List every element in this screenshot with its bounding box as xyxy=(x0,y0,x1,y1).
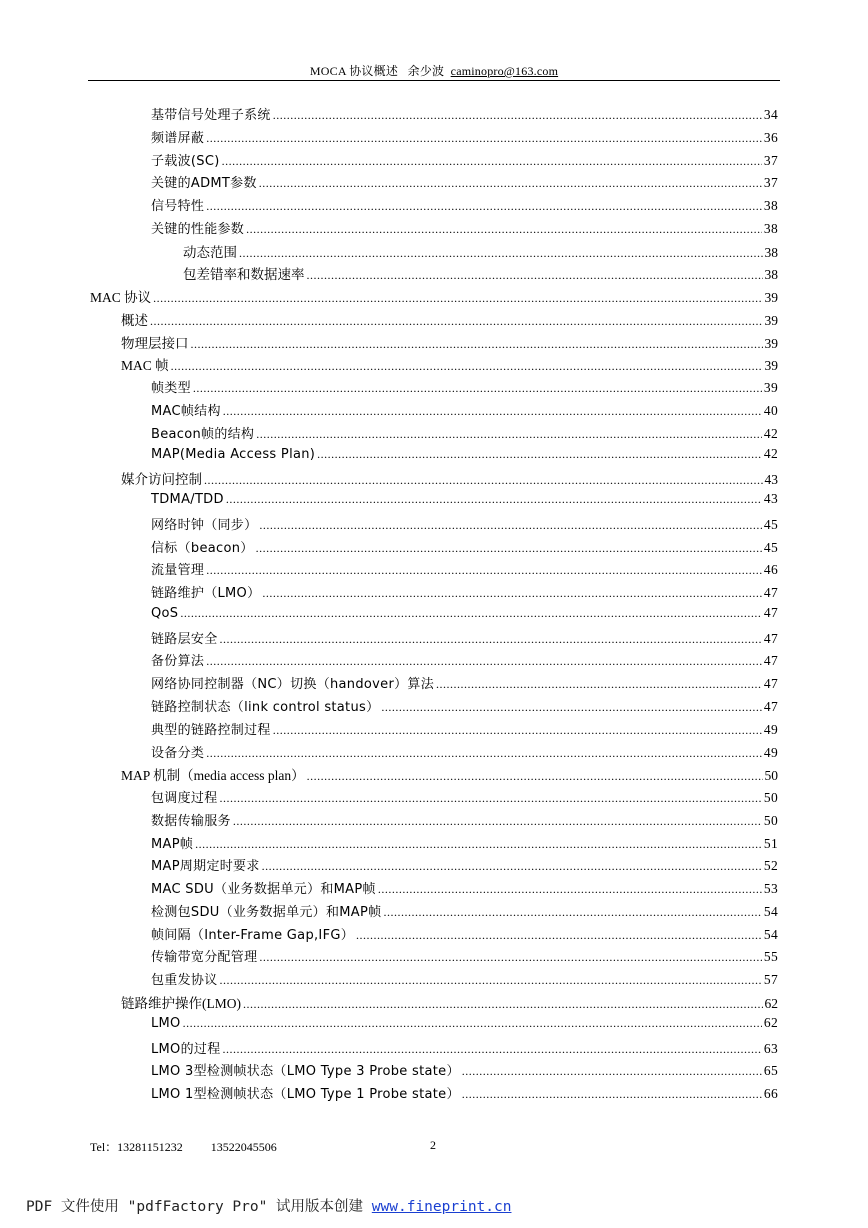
toc-leader-dots xyxy=(204,473,763,488)
toc-leader-dots xyxy=(307,268,763,283)
toc-entry[interactable] xyxy=(151,810,778,830)
toc-entry[interactable] xyxy=(151,1015,778,1035)
toc-entry-title: MAP 机制（media access plan） xyxy=(121,768,305,784)
toc-entry-title: 包调度过程 xyxy=(151,791,218,807)
toc-leader-dots xyxy=(150,314,763,329)
pdf-watermark-note xyxy=(26,1195,511,1216)
toc-entry-page: 66 xyxy=(763,1086,778,1102)
toc-entry-title: 关键的性能参数 xyxy=(151,221,245,237)
toc-entry[interactable] xyxy=(121,309,778,329)
toc-entry-page: 50 xyxy=(764,768,778,784)
toc-entry[interactable] xyxy=(151,878,778,898)
toc-entry-title: LMO的过程 xyxy=(151,1041,221,1057)
toc-entry-title: 子载波(SC) xyxy=(151,153,220,169)
toc-entry-title: 概述 xyxy=(121,312,148,328)
toc-leader-dots xyxy=(206,746,762,761)
toc-entry-title: MAP周期定时要求 xyxy=(151,859,260,875)
toc-leader-dots xyxy=(239,246,763,261)
toc-entry-page: 42 xyxy=(763,445,778,461)
footer-tel-2: 13522045506 xyxy=(210,1140,277,1154)
toc-entry[interactable] xyxy=(151,1038,778,1058)
toc-entry-title: MAC帧结构 xyxy=(151,404,221,419)
toc-entry-title: 帧类型 xyxy=(151,381,191,397)
toc-leader-dots xyxy=(223,404,762,419)
toc-leader-dots xyxy=(206,131,762,146)
toc-entry-title: 频谱屏蔽 xyxy=(151,130,205,146)
toc-leader-dots xyxy=(462,1087,762,1102)
toc-entry-title: LMO xyxy=(151,1015,181,1031)
toc-leader-dots xyxy=(256,541,762,556)
toc-leader-dots xyxy=(206,199,762,214)
toc-entry[interactable] xyxy=(151,582,778,602)
toc-leader-dots xyxy=(246,222,762,237)
toc-leader-dots xyxy=(220,632,762,647)
toc-entry[interactable] xyxy=(151,1083,778,1103)
toc-entry-page: 42 xyxy=(763,425,778,441)
toc-entry-title: 网络时钟（同步） xyxy=(151,517,258,533)
toc-entry[interactable] xyxy=(151,400,778,420)
toc-entry[interactable] xyxy=(151,924,778,944)
footer-tel-1: Tel：13281151232 xyxy=(90,1140,183,1154)
toc-entry-page: 54 xyxy=(763,903,778,919)
toc-entry-title: LMO 3型检测帧状态（LMO Type 3 Probe state） xyxy=(151,1064,460,1080)
toc-leader-dots xyxy=(153,291,762,306)
toc-entry-title: 关键的ADMT参数 xyxy=(151,176,257,192)
toc-entry-title: 链路层安全 xyxy=(151,631,218,647)
toc-entry-title: TDMA/TDD xyxy=(151,492,224,508)
toc-entry-title: Beacon帧的结构 xyxy=(151,426,255,442)
toc-leader-dots xyxy=(220,973,762,988)
toc-leader-dots xyxy=(180,606,762,621)
toc-leader-dots xyxy=(259,176,762,191)
toc-entry-page: 37 xyxy=(763,152,778,168)
toc-entry[interactable] xyxy=(151,696,778,716)
toc-entry-page: 47 xyxy=(763,604,778,620)
toc-entry[interactable] xyxy=(183,263,778,283)
toc-leader-dots xyxy=(223,1042,762,1057)
toc-leader-dots xyxy=(193,381,762,396)
toc-entry[interactable] xyxy=(151,742,778,762)
toc-entry[interactable] xyxy=(151,833,778,853)
toc-entry-title: 检测包SDU（业务数据单元）和MAP帧 xyxy=(151,904,382,920)
toc-entry-title: 流量管理 xyxy=(151,563,205,579)
header-author: 余少波 xyxy=(407,64,445,78)
toc-entry-title: 备份算法 xyxy=(151,654,205,670)
toc-entry-title: MAP(Media Access Plan) xyxy=(151,446,316,462)
toc-leader-dots xyxy=(436,677,762,692)
toc-entry-title: MAC 帧 xyxy=(121,358,169,374)
toc-entry-title: 设备分类 xyxy=(151,745,205,761)
toc-entry-page: 46 xyxy=(763,562,778,578)
toc-entry-page: 53 xyxy=(763,881,778,897)
toc-entry-page: 52 xyxy=(763,858,778,874)
toc-entry[interactable] xyxy=(151,150,778,170)
toc-entry-page: 39 xyxy=(764,335,778,351)
toc-entry-title: 信号特性 xyxy=(151,199,205,215)
toc-entry-page: 62 xyxy=(763,1014,778,1030)
toc-entry[interactable] xyxy=(151,127,778,147)
toc-entry[interactable] xyxy=(121,354,778,374)
toc-entry-page: 55 xyxy=(763,949,778,965)
toc-entry-title: MAP帧 xyxy=(151,836,194,852)
toc-entry-page: 43 xyxy=(764,472,778,488)
toc-entry-title: 信标（beacon） xyxy=(151,540,254,556)
toc-entry-page: 63 xyxy=(763,1040,778,1056)
toc-entry-page: 50 xyxy=(763,790,778,806)
header-rule xyxy=(88,80,780,81)
toc-entry-page: 38 xyxy=(763,198,778,214)
toc-leader-dots xyxy=(262,859,762,874)
toc-entry-title: 链路控制状态（link control status） xyxy=(151,700,380,716)
toc-entry-page: 38 xyxy=(764,244,778,260)
toc-entry[interactable] xyxy=(151,673,778,693)
toc-entry-title: 网络协同控制器（NC）切换（handover）算法 xyxy=(151,677,434,693)
toc-entry-title: LMO 1型检测帧状态（LMO Type 1 Probe state） xyxy=(151,1087,460,1103)
toc-entry-page: 36 xyxy=(763,129,778,145)
toc-leader-dots xyxy=(191,337,763,352)
toc-entry-page: 37 xyxy=(763,175,778,191)
toc-entry-title: 帧间隔（Inter-Frame Gap,IFG） xyxy=(151,927,355,943)
toc-entry[interactable] xyxy=(151,719,778,739)
toc-entry[interactable] xyxy=(151,537,778,557)
footer-page-number: 2 xyxy=(430,1138,436,1152)
toc-leader-dots xyxy=(259,518,761,533)
toc-entry-page: 47 xyxy=(763,653,778,669)
toc-entry-page: 47 xyxy=(763,630,778,646)
toc-entry[interactable] xyxy=(183,241,778,261)
toc-entry-title: MAC SDU（业务数据单元）和MAP帧 xyxy=(151,882,376,898)
footer-phone xyxy=(90,1138,305,1155)
toc-entry-title: 物理层接口 xyxy=(121,335,189,351)
toc-entry-page: 34 xyxy=(763,107,778,122)
toc-leader-dots xyxy=(317,447,762,462)
toc-entry[interactable] xyxy=(151,628,778,648)
toc-leader-dots xyxy=(222,154,762,169)
pdf-note-text: PDF 文件使用 "pdfFactory Pro" 试用版本创建 xyxy=(26,1199,364,1215)
toc-entry[interactable] xyxy=(151,423,778,443)
toc-leader-dots xyxy=(183,1016,762,1031)
header-email[interactable]: caminopro@163.com xyxy=(450,64,559,78)
toc-entry-page: 39 xyxy=(764,290,778,306)
toc-entry[interactable] xyxy=(121,764,778,784)
toc-entry[interactable] xyxy=(151,491,778,511)
toc-entry-page: 39 xyxy=(764,358,778,374)
toc-leader-dots xyxy=(226,492,762,507)
toc-entry[interactable] xyxy=(151,901,778,921)
toc-entry-page: 45 xyxy=(763,539,778,555)
toc-leader-dots xyxy=(195,837,762,852)
toc-entry[interactable] xyxy=(151,559,778,579)
toc-leader-dots xyxy=(381,700,762,715)
toc-entry-page: 38 xyxy=(763,220,778,236)
header-title: MOCA 协议概述 xyxy=(309,64,399,78)
toc-entry-page: 62 xyxy=(764,996,778,1012)
toc-leader-dots xyxy=(383,905,761,920)
toc-entry[interactable] xyxy=(151,650,778,670)
page-header xyxy=(88,62,780,79)
toc-entry[interactable] xyxy=(151,605,778,625)
toc-entry[interactable] xyxy=(121,468,778,488)
toc-leader-dots xyxy=(262,586,761,601)
toc-entry-title: 典型的链路控制过程 xyxy=(151,722,271,738)
toc-entry-page: 51 xyxy=(763,835,778,851)
toc-entry-page: 57 xyxy=(763,972,778,988)
toc-entry[interactable] xyxy=(151,195,778,215)
toc-entry-title: 包差错率和数据速率 xyxy=(183,267,305,283)
toc-leader-dots xyxy=(233,814,762,829)
toc-entry[interactable] xyxy=(151,377,778,397)
toc-entry-page: 45 xyxy=(763,516,778,532)
toc-leader-dots xyxy=(256,427,762,442)
toc-entry-page: 47 xyxy=(763,676,778,692)
toc-entry-page: 43 xyxy=(763,491,778,507)
toc-entry-page: 65 xyxy=(763,1063,778,1079)
toc-entry-page: 50 xyxy=(763,812,778,828)
toc-leader-dots xyxy=(171,359,763,374)
toc-entry-title: 数据传输服务 xyxy=(151,813,231,829)
toc-leader-dots xyxy=(206,654,762,669)
toc-entry-page: 39 xyxy=(764,312,778,328)
toc-entry-page: 49 xyxy=(763,721,778,737)
toc-leader-dots xyxy=(273,723,762,738)
toc-entry[interactable] xyxy=(151,446,778,466)
toc-entry-page: 54 xyxy=(763,926,778,942)
toc-entry[interactable] xyxy=(151,218,778,238)
toc-leader-dots xyxy=(273,108,762,123)
toc-leader-dots xyxy=(307,769,763,784)
toc-entry-page: 38 xyxy=(764,267,778,283)
toc-leader-dots xyxy=(259,950,761,965)
toc-entry[interactable] xyxy=(121,332,778,352)
toc-entry[interactable] xyxy=(151,969,778,989)
toc-entry-title: QoS xyxy=(151,605,179,621)
toc-entry[interactable] xyxy=(151,946,778,966)
pdf-note-link[interactable]: www.fineprint.cn xyxy=(371,1199,512,1215)
toc-entry-page: 47 xyxy=(763,699,778,715)
toc-entry[interactable] xyxy=(151,1060,778,1080)
toc-entry-page: 40 xyxy=(763,403,778,418)
toc-entry[interactable] xyxy=(90,286,778,306)
toc-entry-page: 39 xyxy=(763,380,778,396)
toc-entry-page: 49 xyxy=(763,744,778,760)
toc-entry[interactable] xyxy=(151,514,778,534)
toc-entry[interactable] xyxy=(151,104,778,124)
toc-leader-dots xyxy=(243,997,763,1012)
toc-entry-title: 媒介访问控制 xyxy=(121,472,202,488)
toc-leader-dots xyxy=(356,928,762,943)
toc-entry[interactable] xyxy=(151,787,778,807)
toc-leader-dots xyxy=(462,1064,762,1079)
toc-entry-title: 基带信号处理子系统 xyxy=(151,108,271,123)
toc-entry-title: 动态范围 xyxy=(183,244,237,260)
toc-entry[interactable] xyxy=(121,992,778,1012)
toc-entry-title: 链路维护（LMO） xyxy=(151,586,261,602)
toc-entry-title: 传输带宽分配管理 xyxy=(151,950,258,966)
toc-leader-dots xyxy=(220,791,762,806)
toc-entry-page: 47 xyxy=(763,585,778,601)
toc-entry[interactable] xyxy=(151,172,778,192)
toc-entry-title: MAC 协议 xyxy=(90,290,152,306)
toc-entry[interactable] xyxy=(151,855,778,875)
toc-leader-dots xyxy=(206,563,762,578)
toc-entry-title: 链路维护操作(LMO) xyxy=(121,996,241,1012)
toc-leader-dots xyxy=(378,882,762,897)
toc-entry-title: 包重发协议 xyxy=(151,973,218,989)
